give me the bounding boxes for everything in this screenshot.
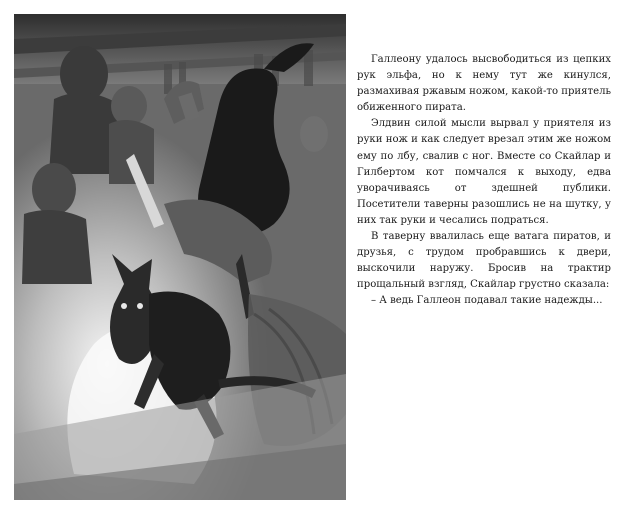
tavern-brawl-illustration [14,14,346,500]
story-text [357,52,611,310]
paragraph: В таверну ввалилась еще ватага пиратов, и друзья, с трудом пробравшись к двери, выскочили наружу. Бросив на трактир прощальный взгляд, Скайлар грустно сказала: [357,231,611,291]
paragraph: – А ведь Галлеон подавал такие надежды... [371,295,603,307]
paragraph: Элдвин силой мысли вырвал у приятеля из руки нож и как следует врезал этим же ножом ему по лбу, свалив с ног. Вместе со Скайлар и Гилбертом кот помчался к выходу, едва уворачиваясь от здешней публики. Посетители таверны разошлись не на шутку, у них так руки и чесались подраться. [357,118,611,226]
paragraph: Галлеону удалось высвободиться из цепких рук эльфа, но к нему тут же кинулся, размахивая ржавым ножом, какой-то приятель обиженного пирата. [357,54,611,114]
